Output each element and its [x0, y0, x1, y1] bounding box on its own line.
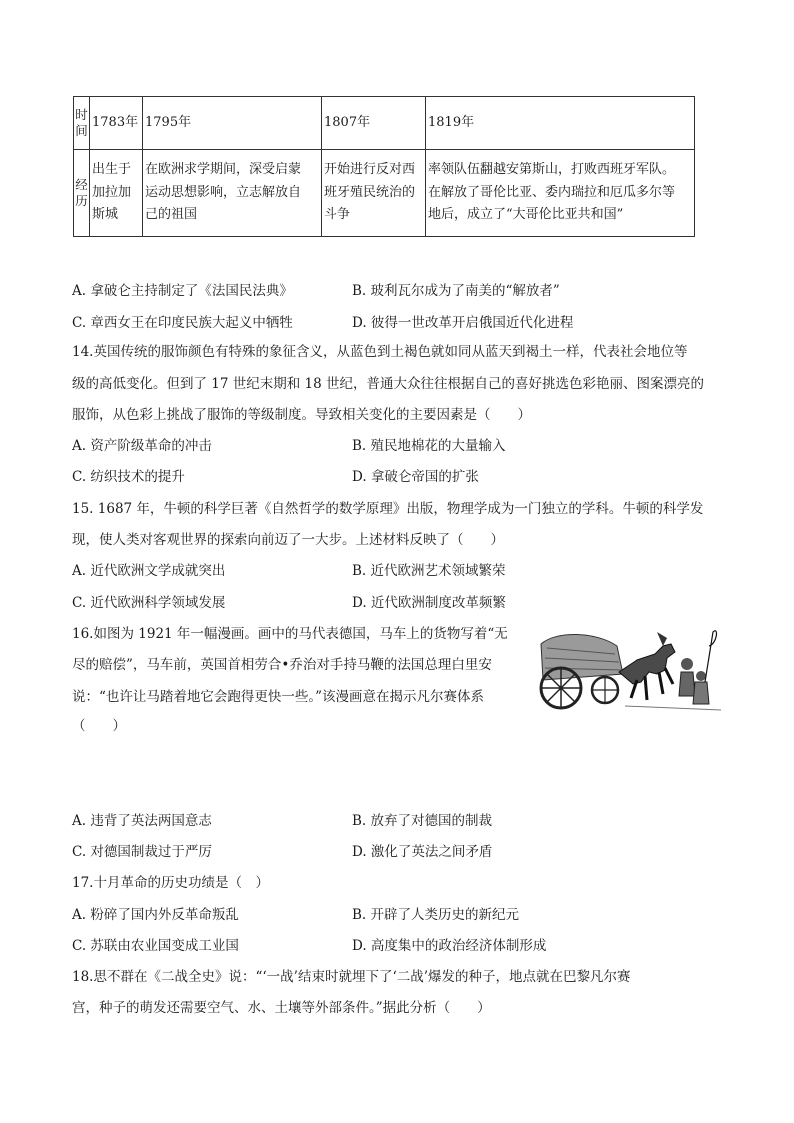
table-header-experience: 经历: [74, 150, 90, 237]
q16-option-c[interactable]: C. 对德国制裁过于严厉: [72, 844, 212, 860]
table-cell: 1783年: [90, 97, 143, 150]
table-cell: 1819年: [426, 97, 695, 150]
q15-option-a[interactable]: A. 近代欧洲文学成就突出: [72, 563, 226, 579]
table-cell: [426, 150, 695, 237]
cell-line: 运动思想影响，立志解放自: [145, 184, 302, 200]
cell-line: 地后，成立了“大哥伦比亚共和国”: [428, 207, 624, 223]
q15-stem-line: 现，使人类对客观世界的探索向前迈了一大步。上述材料反映了（ ）: [72, 532, 504, 548]
q16-option-a[interactable]: A. 违背了英法两国意志: [72, 813, 212, 829]
table-cell: [143, 150, 322, 237]
table-cell: 1807年: [322, 97, 426, 150]
q14-option-a[interactable]: A. 资产阶级革命的冲击: [72, 438, 212, 454]
q18-stem-line: 18.思不群在《二战全史》说：“‘一战’结束时就埋下了‘二战’爆发的种子，地点就在巴黎凡尔赛: [72, 969, 631, 985]
q16-stem-line: 尽的赔偿”，马车前，英国首相劳合•乔治对手持马鞭的法国总理白里安: [72, 657, 492, 673]
q17-option-d[interactable]: D. 高度集中的政治经济体制形成: [352, 938, 547, 954]
q14-stem-line: 级的高低变化。但到了 17 世纪末期和 18 世纪，普通大众往往根据自己的喜好挑选色彩艳丽、图案漂亮的: [72, 376, 705, 392]
table-row-experience: [74, 150, 695, 237]
q15-option-c[interactable]: C. 近代欧洲科学领域发展: [72, 595, 226, 611]
cell-line: 班牙殖民统治的: [324, 184, 416, 200]
cell-line: 斗争: [324, 207, 351, 223]
cell-line: 率领队伍翻越安第斯山，打败西班牙军队。: [428, 161, 676, 177]
q15-option-d[interactable]: D. 近代欧洲制度改革频繁: [352, 595, 506, 611]
versailles-cartoon-image: [537, 624, 721, 716]
q17-option-c[interactable]: C. 苏联由农业国变成工业国: [72, 938, 239, 954]
q13-option-d[interactable]: D. 彼得一世改革开启俄国近代化进程: [352, 315, 574, 331]
cell-line: 己的祖国: [145, 207, 198, 223]
q15-option-b[interactable]: B. 近代欧洲艺术领域繁荣: [352, 563, 506, 579]
q17-stem-line: 17.十月革命的历史功绩是（ ）: [72, 875, 269, 891]
q18-stem-line: 宫，种子的萌发还需要空气、水、土壤等外部条件。”据此分析（ ）: [72, 1000, 491, 1016]
cell-line: 出生于: [92, 161, 132, 177]
table-cell: [322, 150, 426, 237]
table-header-time: 时间: [74, 97, 90, 150]
bolivar-timeline-table: [73, 96, 695, 237]
q13-option-a[interactable]: A. 拿破仑主持制定了《法国民法典》: [72, 283, 293, 299]
table-cell: 1795年: [143, 97, 322, 150]
q14-stem-line: 14.英国传统的服饰颜色有特殊的象征含义，从蓝色到土褐色就如同从蓝天到褐土一样，代表社会地位等: [72, 344, 688, 360]
cell-line: 斯城: [92, 207, 119, 223]
cell-line: 在解放了哥伦比亚、委内瑞拉和厄瓜多尔等: [428, 184, 676, 200]
q17-option-b[interactable]: B. 开辟了人类历史的新纪元: [352, 907, 520, 923]
q14-option-c[interactable]: C. 纺织技术的提升: [72, 469, 185, 485]
cell-line: 加拉加: [92, 184, 132, 200]
table-row-time: [74, 97, 695, 150]
q13-option-b[interactable]: B. 玻利瓦尔成为了南美的“解放者”: [352, 283, 560, 299]
table-cell: [90, 150, 143, 237]
q16-stem-line: 说：“也许让马踏着地它会跑得更快一些。”该漫画意在揭示凡尔赛体系: [72, 689, 485, 705]
q13-option-c[interactable]: C. 章西女王在印度民族大起义中牺牲: [72, 315, 293, 331]
q15-stem-line: 15. 1687 年，牛顿的科学巨著《自然哲学的数学原理》出版，物理学成为一门独立的学科。牛顿的科学发: [72, 501, 704, 517]
q14-stem-line: 服饰，从色彩上挑战了服饰的等级制度。导致相关变化的主要因素是（ ）: [72, 407, 531, 423]
cell-line: 开始进行反对西: [324, 161, 416, 177]
q16-option-d[interactable]: D. 激化了英法之间矛盾: [352, 844, 493, 860]
q14-option-b[interactable]: B. 殖民地棉花的大量输入: [352, 438, 506, 454]
q16-stem-line: （ ）: [72, 718, 126, 734]
q16-option-b[interactable]: B. 放弃了对德国的制裁: [352, 813, 493, 829]
q17-option-a[interactable]: A. 粉碎了国内外反革命叛乱: [72, 907, 239, 923]
q14-option-d[interactable]: D. 拿破仑帝国的扩张: [352, 469, 479, 485]
cell-line: 在欧洲求学期间，深受启蒙: [145, 161, 302, 177]
q16-stem-line: 16.如图为 1921 年一幅漫画。画中的马代表德国，马车上的货物写着“无: [72, 626, 508, 642]
